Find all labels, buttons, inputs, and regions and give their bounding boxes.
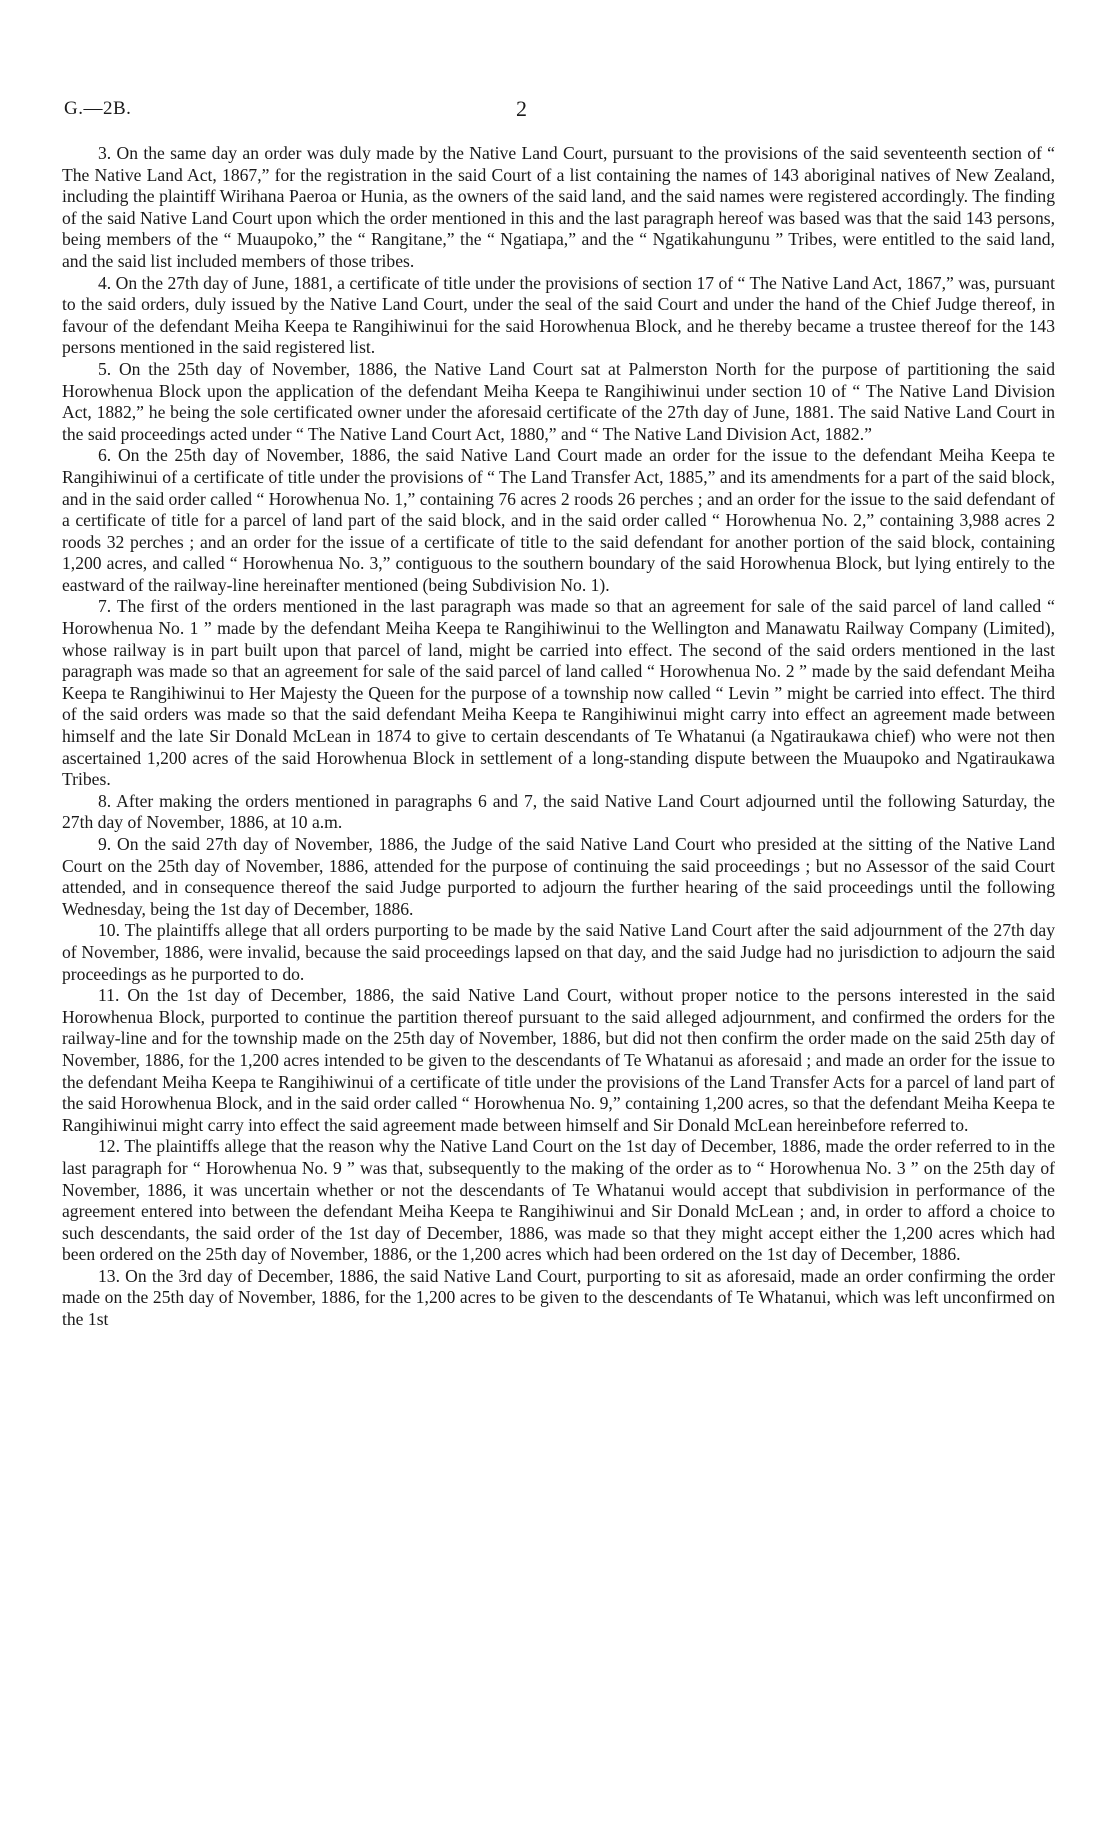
paragraph-13: 13. On the 3rd day of December, 1886, the said Native Land Court, purporting to sit as aforesaid, made an order confirming the order made on the 25th day of November, 1886, for the 1,200 acres to be given to the descendants of Te Whatanui, which was left unconfirmed on the 1st (62, 1265, 1055, 1330)
paragraph-9: 9. On the said 27th day of November, 1886, the Judge of the said Native Land Court who presided at the sitting of the Native Land Court on the 25th day of November, 1886, attended for the purpose of continuing the said proceedings ; but no Assessor of the said Court attended, and in consequence thereof the said Judge purported to adjourn the further hearing of the said proceedings until the following Wednesday, being the 1st day of December, 1886. (62, 834, 1055, 919)
paragraph-7: 7. The first of the orders mentioned in the last paragraph was made so that an agreement for sale of the said parcel of land called “ Horowhenua No. 1 ” made by the defendant Meiha Keepa te Rangihiwinui to the Wellington and Manawatu Railway Company (Limited), whose railway is in part built upon that parcel of land, might be carried into effect. The second of the said orders mentioned in the last paragraph was made so that an agreement for sale of the said parcel of land called “ Horowhenua No. 2 ” made by the said defendant Meiha Keepa te Rangihiwinui to Her Majesty the Queen for the purpose of a township now called “ Levin ” might be carried into effect. The third of the said orders was made so that the said defendant Meiha Keepa te Rangihiwinui might carry into effect an agreement made between himself and the late Sir Donald McLean in 1874 to give to certain descendants of Te Whatanui (a Ngatiraukawa chief) who were not then ascertained 1,200 acres of the said Horowhenua Block in settlement of a long-standing dispute between the Muaupoko and Ngatiraukawa Tribes. (62, 596, 1055, 790)
paragraph-3: 3. On the same day an order was duly made by the Native Land Court, pursuant to the provisions of the said seventeenth section of “ The Native Land Act, 1867,” for the registration in the said Court of a list containing the names of 143 aboriginal natives of New Zealand, including the plaintiff Wirihana Paeroa or Hunia, as the owners of the said land, and the said names were registered accordingly. The finding of the said Native Land Court upon which the order mentioned in this and the last paragraph hereof was based was that the said 143 persons, being members of the “ Muaupoko,” the “ Rangitane,” the “ Ngatiapa,” and the “ Ngatikahungunu ” Tribes, were entitled to the said land, and the said list included members of those tribes. (62, 143, 1055, 271)
paragraph-8: 8. After making the orders mentioned in paragraphs 6 and 7, the said Native Land Court adjourned until the following Saturday, the 27th day of November, 1886, at 10 a.m. (62, 790, 1055, 833)
paragraph-6: 6. On the 25th day of November, 1886, the said Native Land Court made an order for the issue to the defendant Meiha Keepa te Rangihiwinui of a certificate of title under the provisions of “ The Land Transfer Act, 1885,” and its amendments for a part of the said block, and in the said order called “ Horowhenua No. 1,” containing 76 acres 2 roods 26 perches ; and an order for the issue to the said defendant of a certificate of title for a parcel of land part of the said block, and in the said order called “ Horowhenua No. 2,” containing 3,988 acres 2 roods 32 perches ; and an order for the issue of a certificate of title to the said defendant for another portion of the said block, containing 1,200 acres, and called “ Horowhenua No. 3,” contiguous to the southern boundary of the said Horowhenua Block, but lying entirely to the eastward of the railway-line hereinafter mentioned (being Subdivision No. 1). (62, 445, 1055, 595)
paragraph-4: 4. On the 27th day of June, 1881, a certificate of title under the provisions of section 17 of “ The Native Land Act, 1867,” was, pursuant to the said orders, duly issued by the Native Land Court, under the seal of the said Court and under the hand of the Chief Judge thereof, in favour of the defendant Meiha Keepa te Rangihiwinui for the said Horowhenua Block, and he thereby became a trustee thereof for the 143 persons mentioned in the said registered list. (62, 272, 1055, 358)
page-number: 2 (516, 96, 527, 121)
page-header (64, 98, 1056, 128)
document-body (62, 143, 1055, 1331)
document-reference: G.—2B. (64, 98, 132, 119)
paragraph-12: 12. The plaintiffs allege that the reason why the Native Land Court on the 1st day of December, 1886, made the order referred to in the last paragraph for “ Horowhenua No. 9 ” was that, subsequently to the making of the order as to “ Horowhenua No. 3 ” on the 25th day of November, 1886, it was uncertain whether or not the descendants of Te Whatanui would accept that subdivision in performance of the agreement entered into between the defendant Meiha Keepa te Rangihiwinui and Sir Donald McLean ; and, in order to afford a choice to such descendants, the said order of the 1st day of December, 1886, was made so that they might accept either the 1,200 acres which had been ordered on the 25th day of November, 1886, or the 1,200 acres which had been ordered on the 1st day of December, 1886. (62, 1136, 1055, 1265)
paragraph-10: 10. The plaintiffs allege that all orders purporting to be made by the said Native Land Court after the said adjournment of the 27th day of November, 1886, were invalid, because the said proceedings lapsed on that day, and the said Judge had no jurisdiction to adjourn the said proceedings as he purported to do. (62, 920, 1055, 984)
paragraph-5: 5. On the 25th day of November, 1886, the Native Land Court sat at Palmerston North for the purpose of partitioning the said Horowhenua Block upon the application of the defendant Meiha Keepa te Rangihiwinui under section 10 of “ The Native Land Division Act, 1882,” he being the sole certificated owner under the aforesaid certificate of the 27th day of June, 1881. The said Native Land Court in the said proceedings acted under “ The Native Land Court Act, 1880,” and “ The Native Land Division Act, 1882.” (62, 358, 1055, 444)
paragraph-11: 11. On the 1st day of December, 1886, the said Native Land Court, without proper notice to the persons interested in the said Horowhenua Block, purported to continue the partition thereof pursuant to the said alleged adjournment, and confirmed the orders for the railway-line and for the township made on the 25th day of November, 1886, but did not then confirm the order made on the said 25th day of November, 1886, for the 1,200 acres intended to be given to the descendants of Te Whatanui as aforesaid ; and made an order for the issue to the defendant Meiha Keepa te Rangihiwinui of a certificate of title under the provisions of the Land Transfer Acts for a parcel of land part of the said Horowhenua Block, and in the said order called “ Horowhenua No. 9,” containing 1,200 acres, so that the defendant Meiha Keepa te Rangihiwinui might carry into effect the said agreement made between himself and Sir Donald McLean hereinbefore referred to. (62, 985, 1055, 1135)
